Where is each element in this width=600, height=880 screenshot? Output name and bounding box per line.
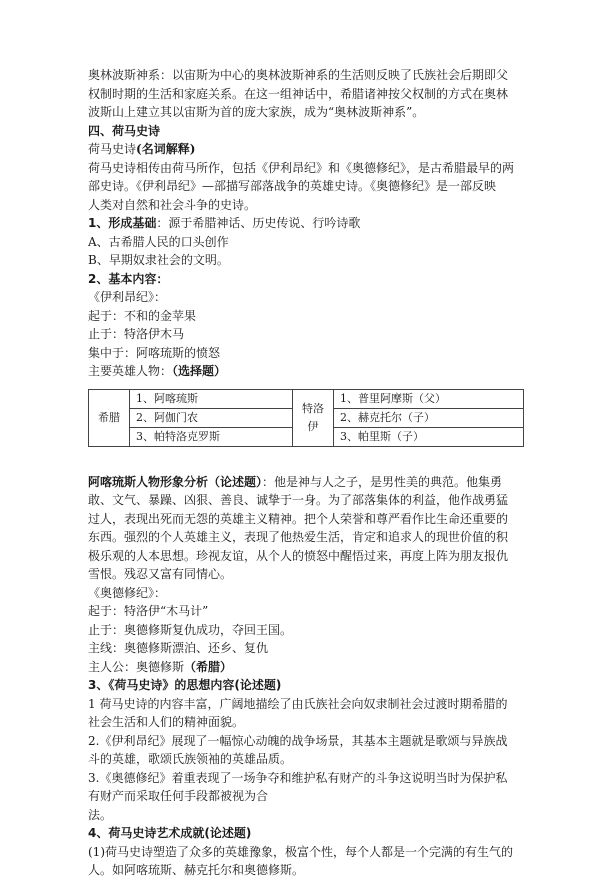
iliad-title: 《伊利昂纪》： [88,290,167,304]
term-prefix: 荷马史诗 [88,142,137,156]
analysis-heading: 阿喀琉斯人物形象分析（论述题） [88,474,263,489]
odyssey-hero-suffix: （希腊） [184,659,233,674]
basis-title: 1、形成基础 [88,216,157,230]
iliad-start: 起于：不和的金苹果 [88,308,197,323]
term-line: 人类对自然和社会斗争的史诗。 [88,197,257,212]
analysis-text: ：他是神与人之子，是男性美的典范。他集勇 [262,474,503,489]
greek-hero-cell: 2、阿伽门农 [130,408,293,427]
term-heading [88,140,524,159]
iliad-focus: 集中于：阿喀琉斯的愤怒 [88,345,221,360]
thought-line: 斗的英雄，歌颂氏族领袖的英雄品质。 [88,752,293,766]
analysis-line: 过人，表现出死而无怨的英雄主义精神。把个人荣誉和尊严看作比生命还重要的 [88,511,509,526]
heroes-prefix: 主要英雄人物： [88,364,173,378]
analysis-line: 极乐观的人本思想。珍视友谊，从个人的愤怒中醒悟过来，再度上阵为朋友报仇 [88,548,509,563]
term-line: 部史诗。《伊利昂纪》—部描写部落战争的英雄史诗。《奥德修纪》是一部反映 [88,179,497,193]
art-line: (1)荷马史诗塑造了众多的英雄豫象，极富个性，每个人都是一个完满的有生气的 [88,844,514,859]
troy-hero-cell: 2、赫克托尔（子） [334,408,524,427]
troy-hero-cell: 1、普里阿摩斯（父） [334,389,524,408]
term-suffix: (名词解释) [136,142,196,156]
greek-hero-cell: 3、帕特洛克罗斯 [130,427,293,446]
analysis-line: 雪恨。残忍又富有同情心。 [88,567,233,581]
section-heading: 3、《荷马史诗》的思想内容(论述题) [88,678,282,692]
thought-line: 有财产而采取任何手段都被视为合 [88,789,269,803]
intro-line: 奥林波斯神系：以宙斯为中心的奥林波斯神系的生活则反映了氏族社会后期即父 [88,68,509,82]
section-heading: 四、荷马史诗 [88,123,161,138]
art-line: 人。如阿喀琉斯、赫克托尔和奥德修斯。 [88,863,305,877]
thought-line: 法。 [88,807,113,822]
basis-a: A、古希腊人民的口头创作 [88,234,229,249]
odyssey-end: 止于：奥德修斯复仇成功，夺回王国。 [88,622,293,637]
basis-line [88,214,524,233]
troy-label-cell: 特洛伊 [293,389,334,446]
odyssey-hero-prefix: 主人公：奥德修斯 [88,659,185,674]
thought-line: 1 荷马史诗的内容丰富，广阔地描绘了由氏族社会向奴隶制社会过渡时期希腊的 [88,696,508,711]
greek-label-cell: 希腊 [89,389,130,446]
odyssey-title: 《奥德修纪》： [88,585,167,600]
analysis-line: 东西。强烈的个人英雄主义，表现了他热爱生活，肯定和追求人的现世价值的积 [88,530,509,544]
analysis-line [88,473,524,492]
odyssey-hero [88,658,524,677]
odyssey-start: 起于：特洛伊“木马计” [88,604,209,618]
heroes-line [88,362,524,381]
section-heading: 4、荷马史诗艺术成就(论述题) [88,826,252,840]
intro-line: 权制时期的生活和家庭关系。在这一组神话中，希腊诸神按父权制的方式在奥林 [88,86,509,101]
term-line: 荷马史诗相传由荷马所作，包括《伊利昂纪》和《奥德修纪》，是古希腊最早的两 [88,160,515,175]
basis-b: B、早期奴隶社会的文明。 [88,253,229,267]
thought-line: 3.《奥德修纪》着重表现了一场争夺和维护私有财产的斗争这说明当时为保护私 [88,770,508,785]
analysis-line: 敢、文气、暴躁、凶狠、善良、诚挚于一身。为了部落集体的利益，他作战勇猛 [88,493,509,507]
odyssey-main: 主线：奥德修斯漂泊、还乡、复仇 [88,641,269,655]
heroes-suffix: （选择题） [172,364,227,378]
heroes-table [88,389,524,447]
greek-hero-cell: 1、阿喀琉斯 [130,389,293,408]
intro-line: 波斯山上建立其以宙斯为首的庞大家族，成为“奥林波斯神系”。 [88,105,425,119]
thought-line: 社会生活和人们的精神面貌。 [88,715,245,729]
table-row [89,389,524,408]
thought-line: 2.《伊利昂纪》展现了一幅惊心动魄的战争场景，其基本主题就是歌颂与异族战 [88,733,508,748]
iliad-end: 止于：特洛伊木马 [88,327,185,341]
troy-hero-cell: 3、帕里斯（子） [334,427,524,446]
content-heading: 2、基本内容： [88,271,169,286]
document-page [88,66,524,880]
basis-text: ：源于希腊神话、历史传说、行吟诗歌 [156,216,361,230]
